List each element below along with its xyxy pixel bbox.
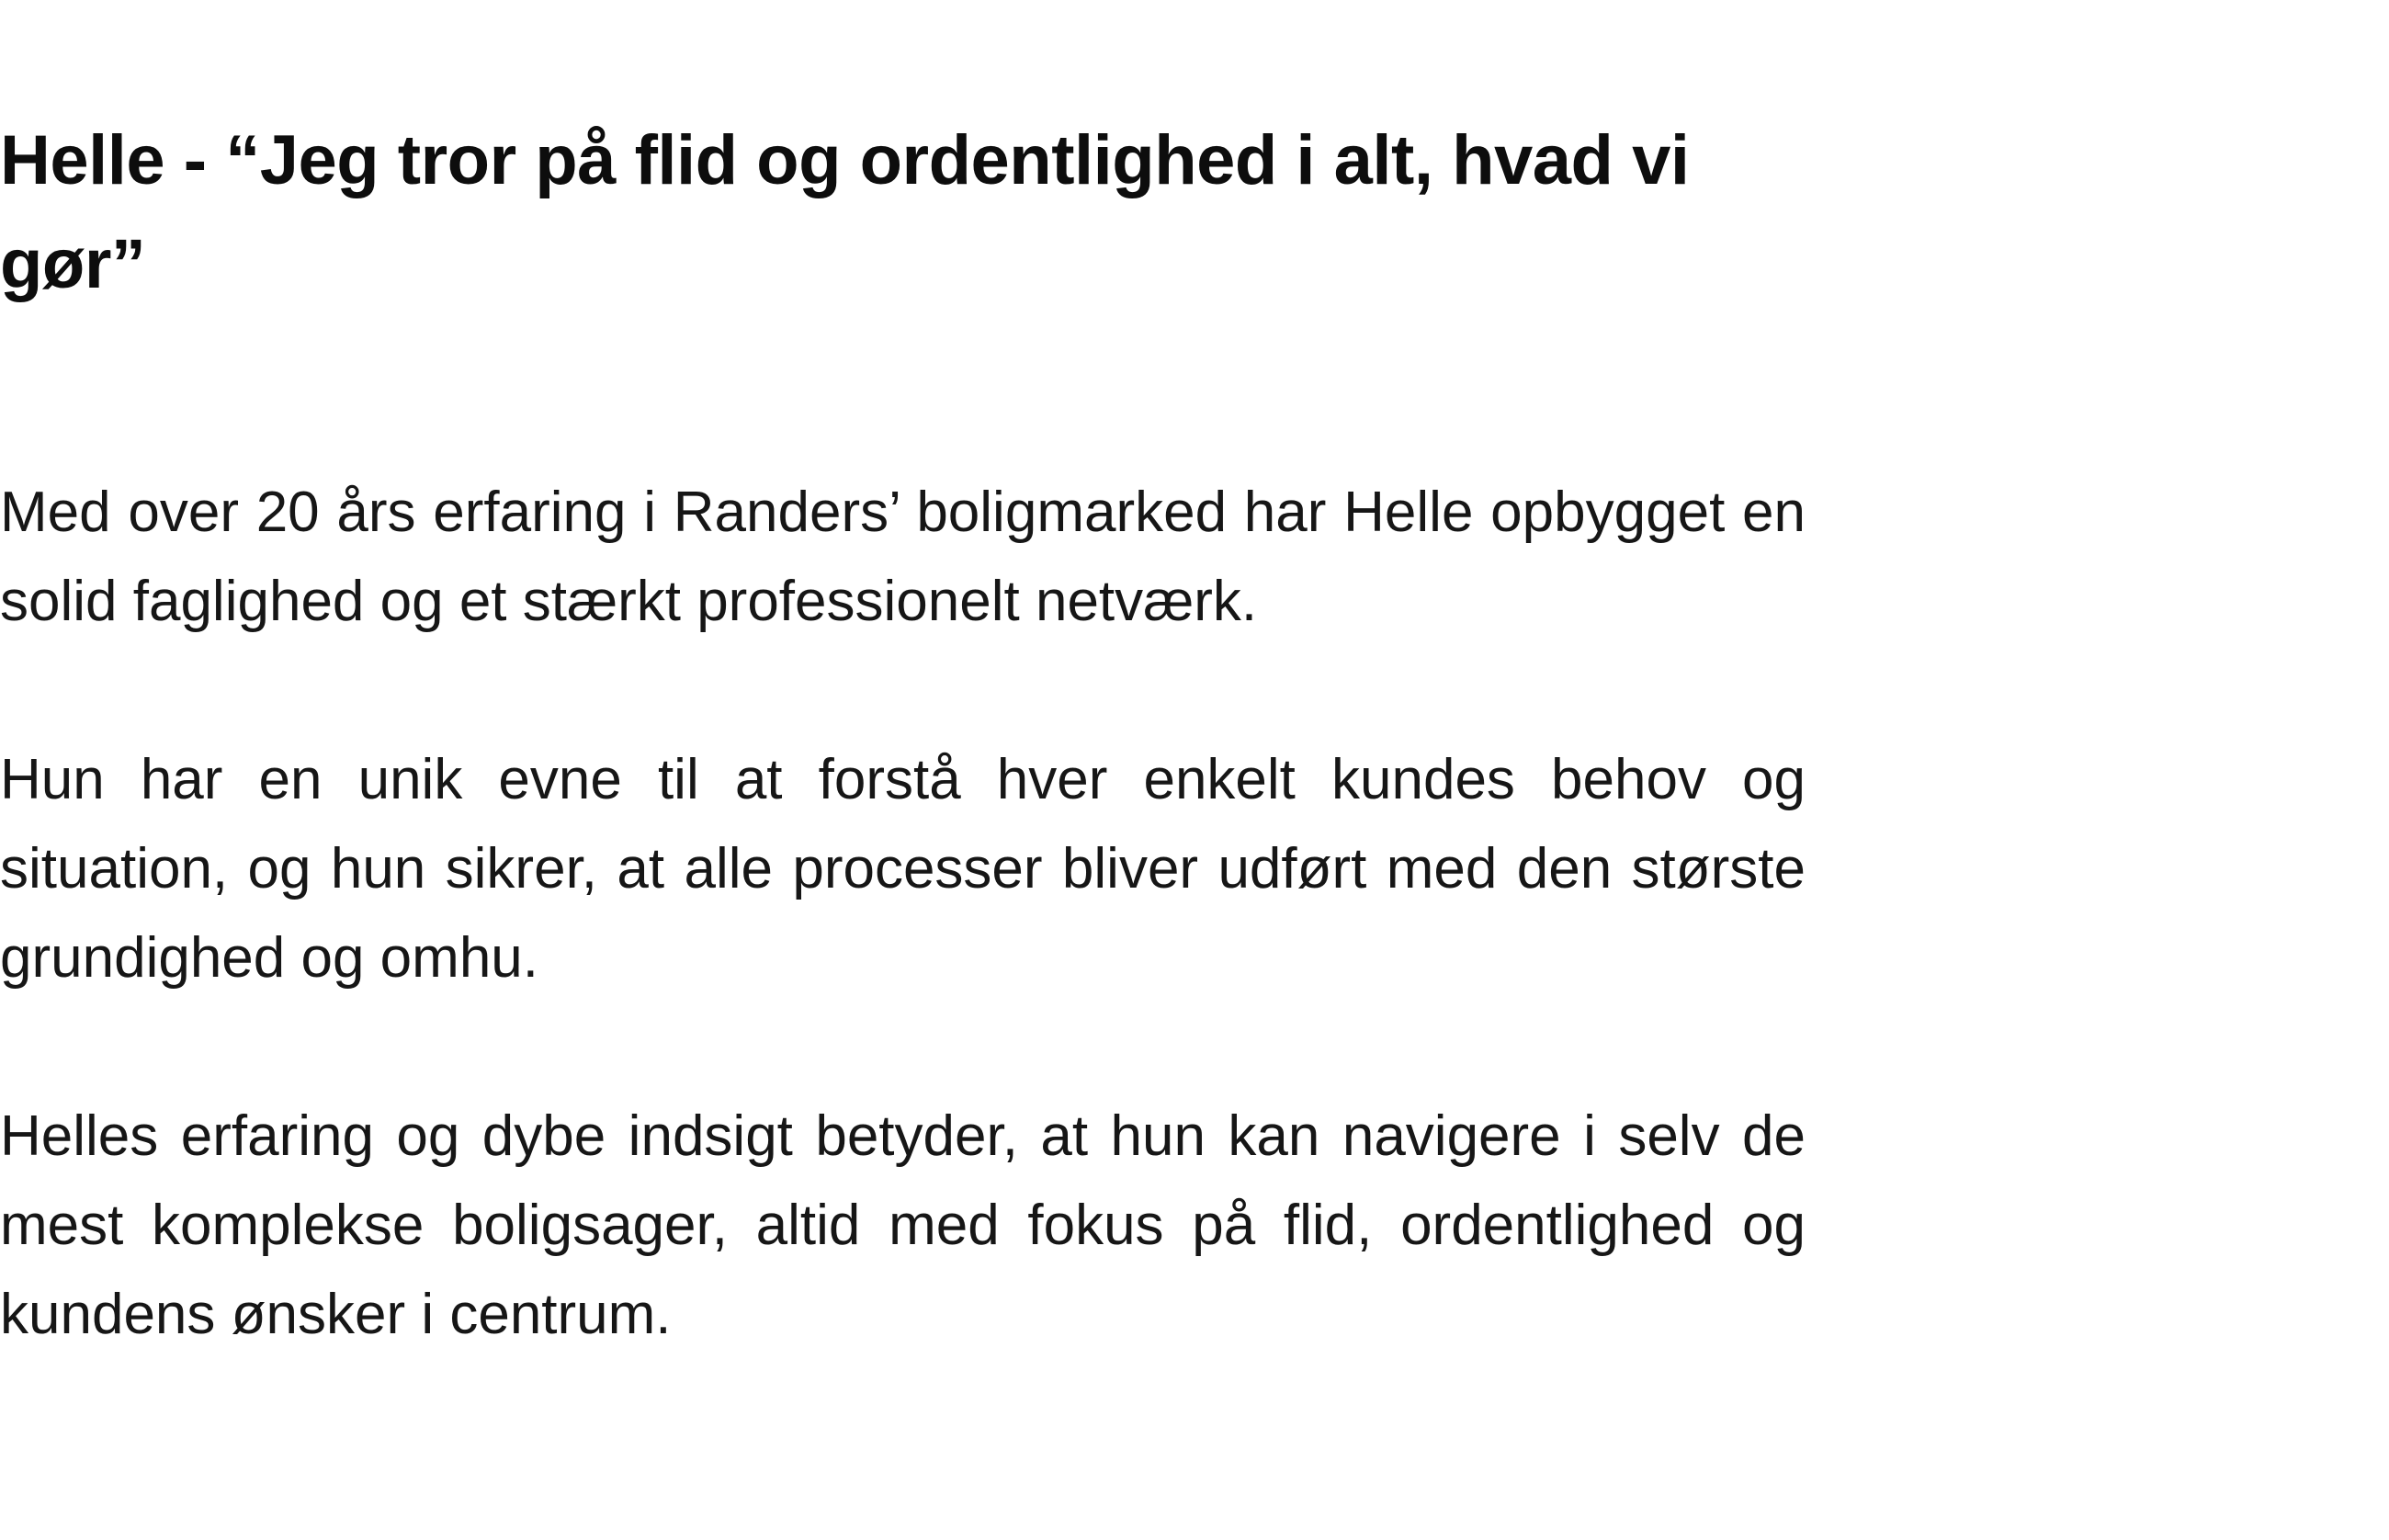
paragraph-customer-needs: Hun har en unik evne til at forstå hver enkelt kundes behov og situation, og hun sikrer, at alle processer bliver udført med den største grundighed og omhu. [0,748,1806,990]
article-title: Helle - “Jeg tror på flid og ordentlighed i alt, hvad vi gør” [0,121,1690,303]
article-section [0,108,1806,1359]
paragraph-experience: Med over 20 års erfaring i Randers’ boligmarked har Helle opbygget en solid faglighed og et stærkt professionelt netværk. [0,481,1806,633]
article-body [0,468,1806,1359]
paragraph-insight: Helles erfaring og dybe indsigt betyder, at hun kan navigere i selv de mest komplekse boligsager, altid med fokus på flid, ordentlighed og kundens ønsker i centrum. [0,1104,1806,1346]
